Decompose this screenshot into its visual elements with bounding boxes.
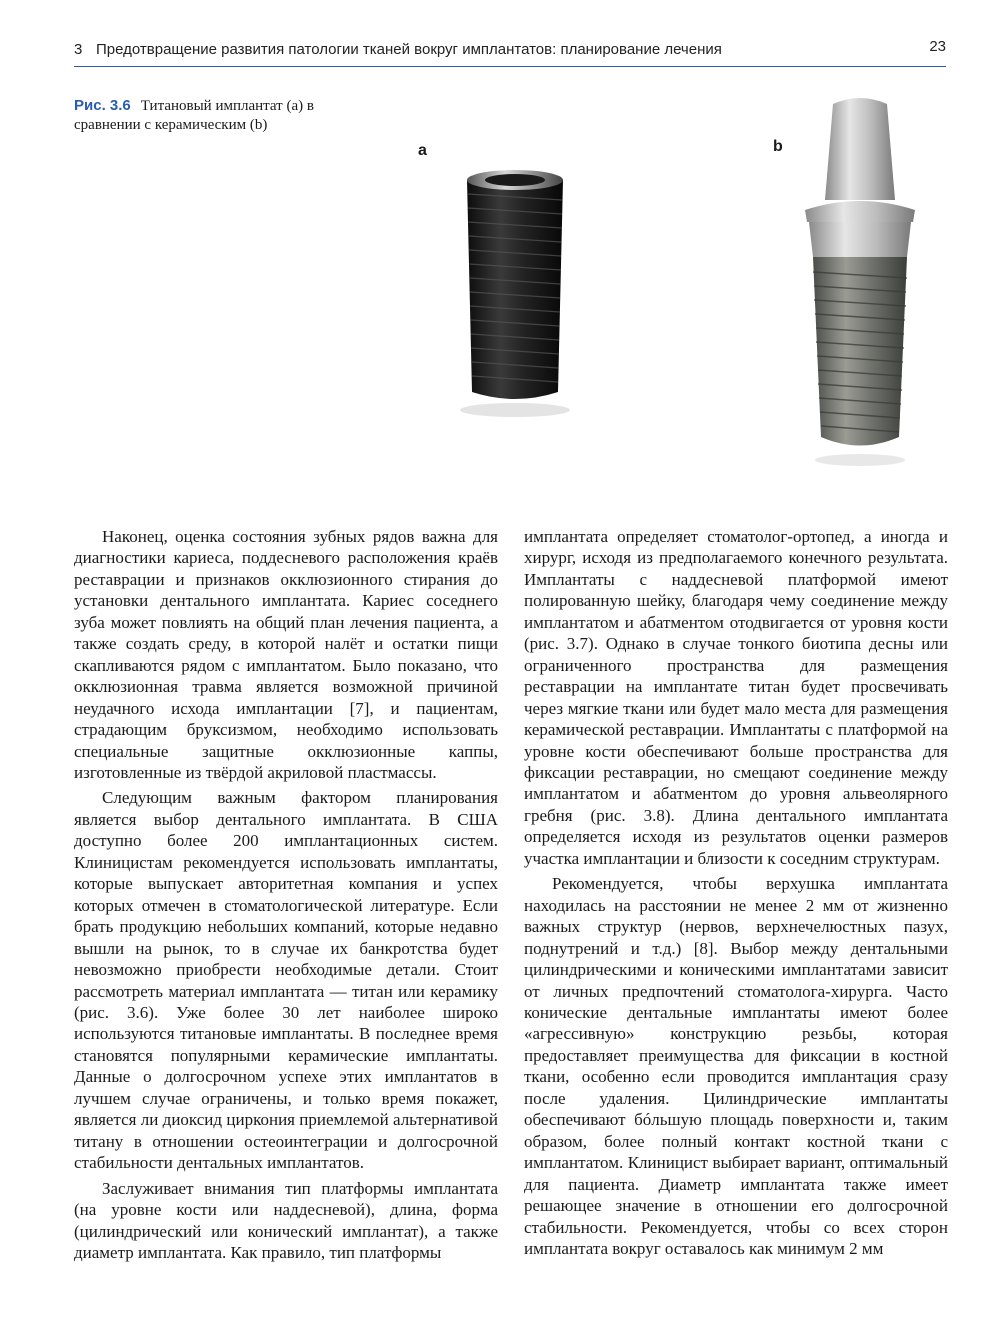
running-header bbox=[74, 38, 946, 64]
figure-caption-text: Титановый имплантат (а) в сравнении с керамическим (b) bbox=[74, 98, 314, 133]
paragraph: Рекомендуется, чтобы верхушка имплантата находилась на расстоянии не менее 2 мм от жизненно важных структур (нервов, верхнечелюстных пазух, поднутрений и т.д.) [8]. Выбор между дентальными цилиндрическими и коническими имплантатами зависит от личных предпочтений стоматолога-хирурга. Часто конические дентальные имплантаты имеют более «агрессивную» конструкцию резьбы, которая предоставляет преимущества для фиксации в костной ткани, особенно если проводится имплантация сразу после удаления. Цилиндрические имплантаты обеспечивают бóльшую площадь поверхности и, таким образом, более полный контакт костной ткани с имплантатом. Клиницист выбирает вариант, оптимальный для пациента. Диаметр имплантата также имеет решающее значение в отношении его долгосрочной стабильности. Рекомендуется, чтобы со всех сторон имплантата вокруг оставалось как минимум 2 мм bbox=[524, 874, 948, 1258]
ceramic-implant-image bbox=[795, 92, 925, 472]
paragraph: имплантата определяет стоматолог-ортопед, а иногда и хирург, исходя из предполагаемого конечного результата. Имплантаты с наддесневой платформой имеют полированную шейку, благодаря чему соединение между имплантатом и абатментом отодвигается от уровня кости (рис. 3.7). Однако в случае тонкого биотипа десны или ограниченного пространства для размещения реставрации на имплантате титан будет просвечивать через мягкие ткани или будет мало места для размещения керамической реставрации. Имплантаты с платформой на уровне кости обеспечивают больше пространства для фиксации реставрации, но смещают соединение между имплантатом и абатментом до уровня альвеолярного гребня (рис. 3.8). Длина дентального имплантата определяется исходя из результатов оценки размеров участка имплантации и близости к соседним структурам. bbox=[524, 527, 948, 868]
text-column-right bbox=[524, 526, 948, 1259]
paragraph: Заслуживает внимания тип платформы имплантата (на уровне кости или наддесневой), длина, форма (цилиндрический или конический имплантат), а также диаметр имплантата. Как правило, тип платформы bbox=[74, 1178, 498, 1262]
figure-label: Рис. 3.6 bbox=[74, 97, 131, 114]
chapter-number: 3 bbox=[74, 41, 83, 58]
paragraph: Следующим важным фактором планирования является выбор дентального имплантата. В США доступно более 200 имплантационных систем. Клиницистам рекомендуется использовать имплантаты, которые выпускает авторитетная компания и успех которых отмечен в стоматологической литературе. Если брать продукцию небольших компаний, которые недавно вышли на рынок, то в случае их банкротства будет невозможно приобрести необходимые детали. Стоит рассмотреть материал имплантата — титан или керамику (рис. 3.6). Уже более 30 лет наиболее широко используются титановые имплантаты. В последнее время становятся популярными керамические имплантаты. Данные о долгосрочном успехе этих имплантатов в лучшем случае ограничены, и только время покажет, является ли диоксид циркония приемлемой альтернативой титану в отношении остеоинтеграции и долгосрочной стабильности дентальных имплантатов. bbox=[74, 788, 498, 1173]
text-column-left bbox=[74, 526, 498, 1263]
figure-caption bbox=[74, 96, 374, 135]
chapter-title: Предотвращение развития патологии тканей вокруг имплантатов: планирование лечения bbox=[96, 41, 722, 58]
page-number: 23 bbox=[929, 38, 946, 55]
header-divider bbox=[74, 66, 946, 67]
panel-label-a: a bbox=[418, 142, 427, 159]
panel-label-b: b bbox=[773, 138, 783, 155]
paragraph: Наконец, оценка состояния зубных рядов важна для диагностики кариеса, поддесневого расположения краёв реставрации и признаков окклюзионного стирания до установки дентального имплантата. Кариес соседнего зуба может повлиять на общий план лечения пациента, а также создать среду, в которой налёт и остатки пищи скапливаются рядом с имплантатом. Было показано, что окклюзионная травма является возможной причиной неудачного исхода имплантации [7], и пациентам, страдающим бруксизмом, необходимо использовать специальные защитные окклюзионные каппы, изготовленные из твёрдой акриловой пластмассы. bbox=[74, 527, 498, 782]
titanium-implant-image bbox=[450, 160, 580, 420]
